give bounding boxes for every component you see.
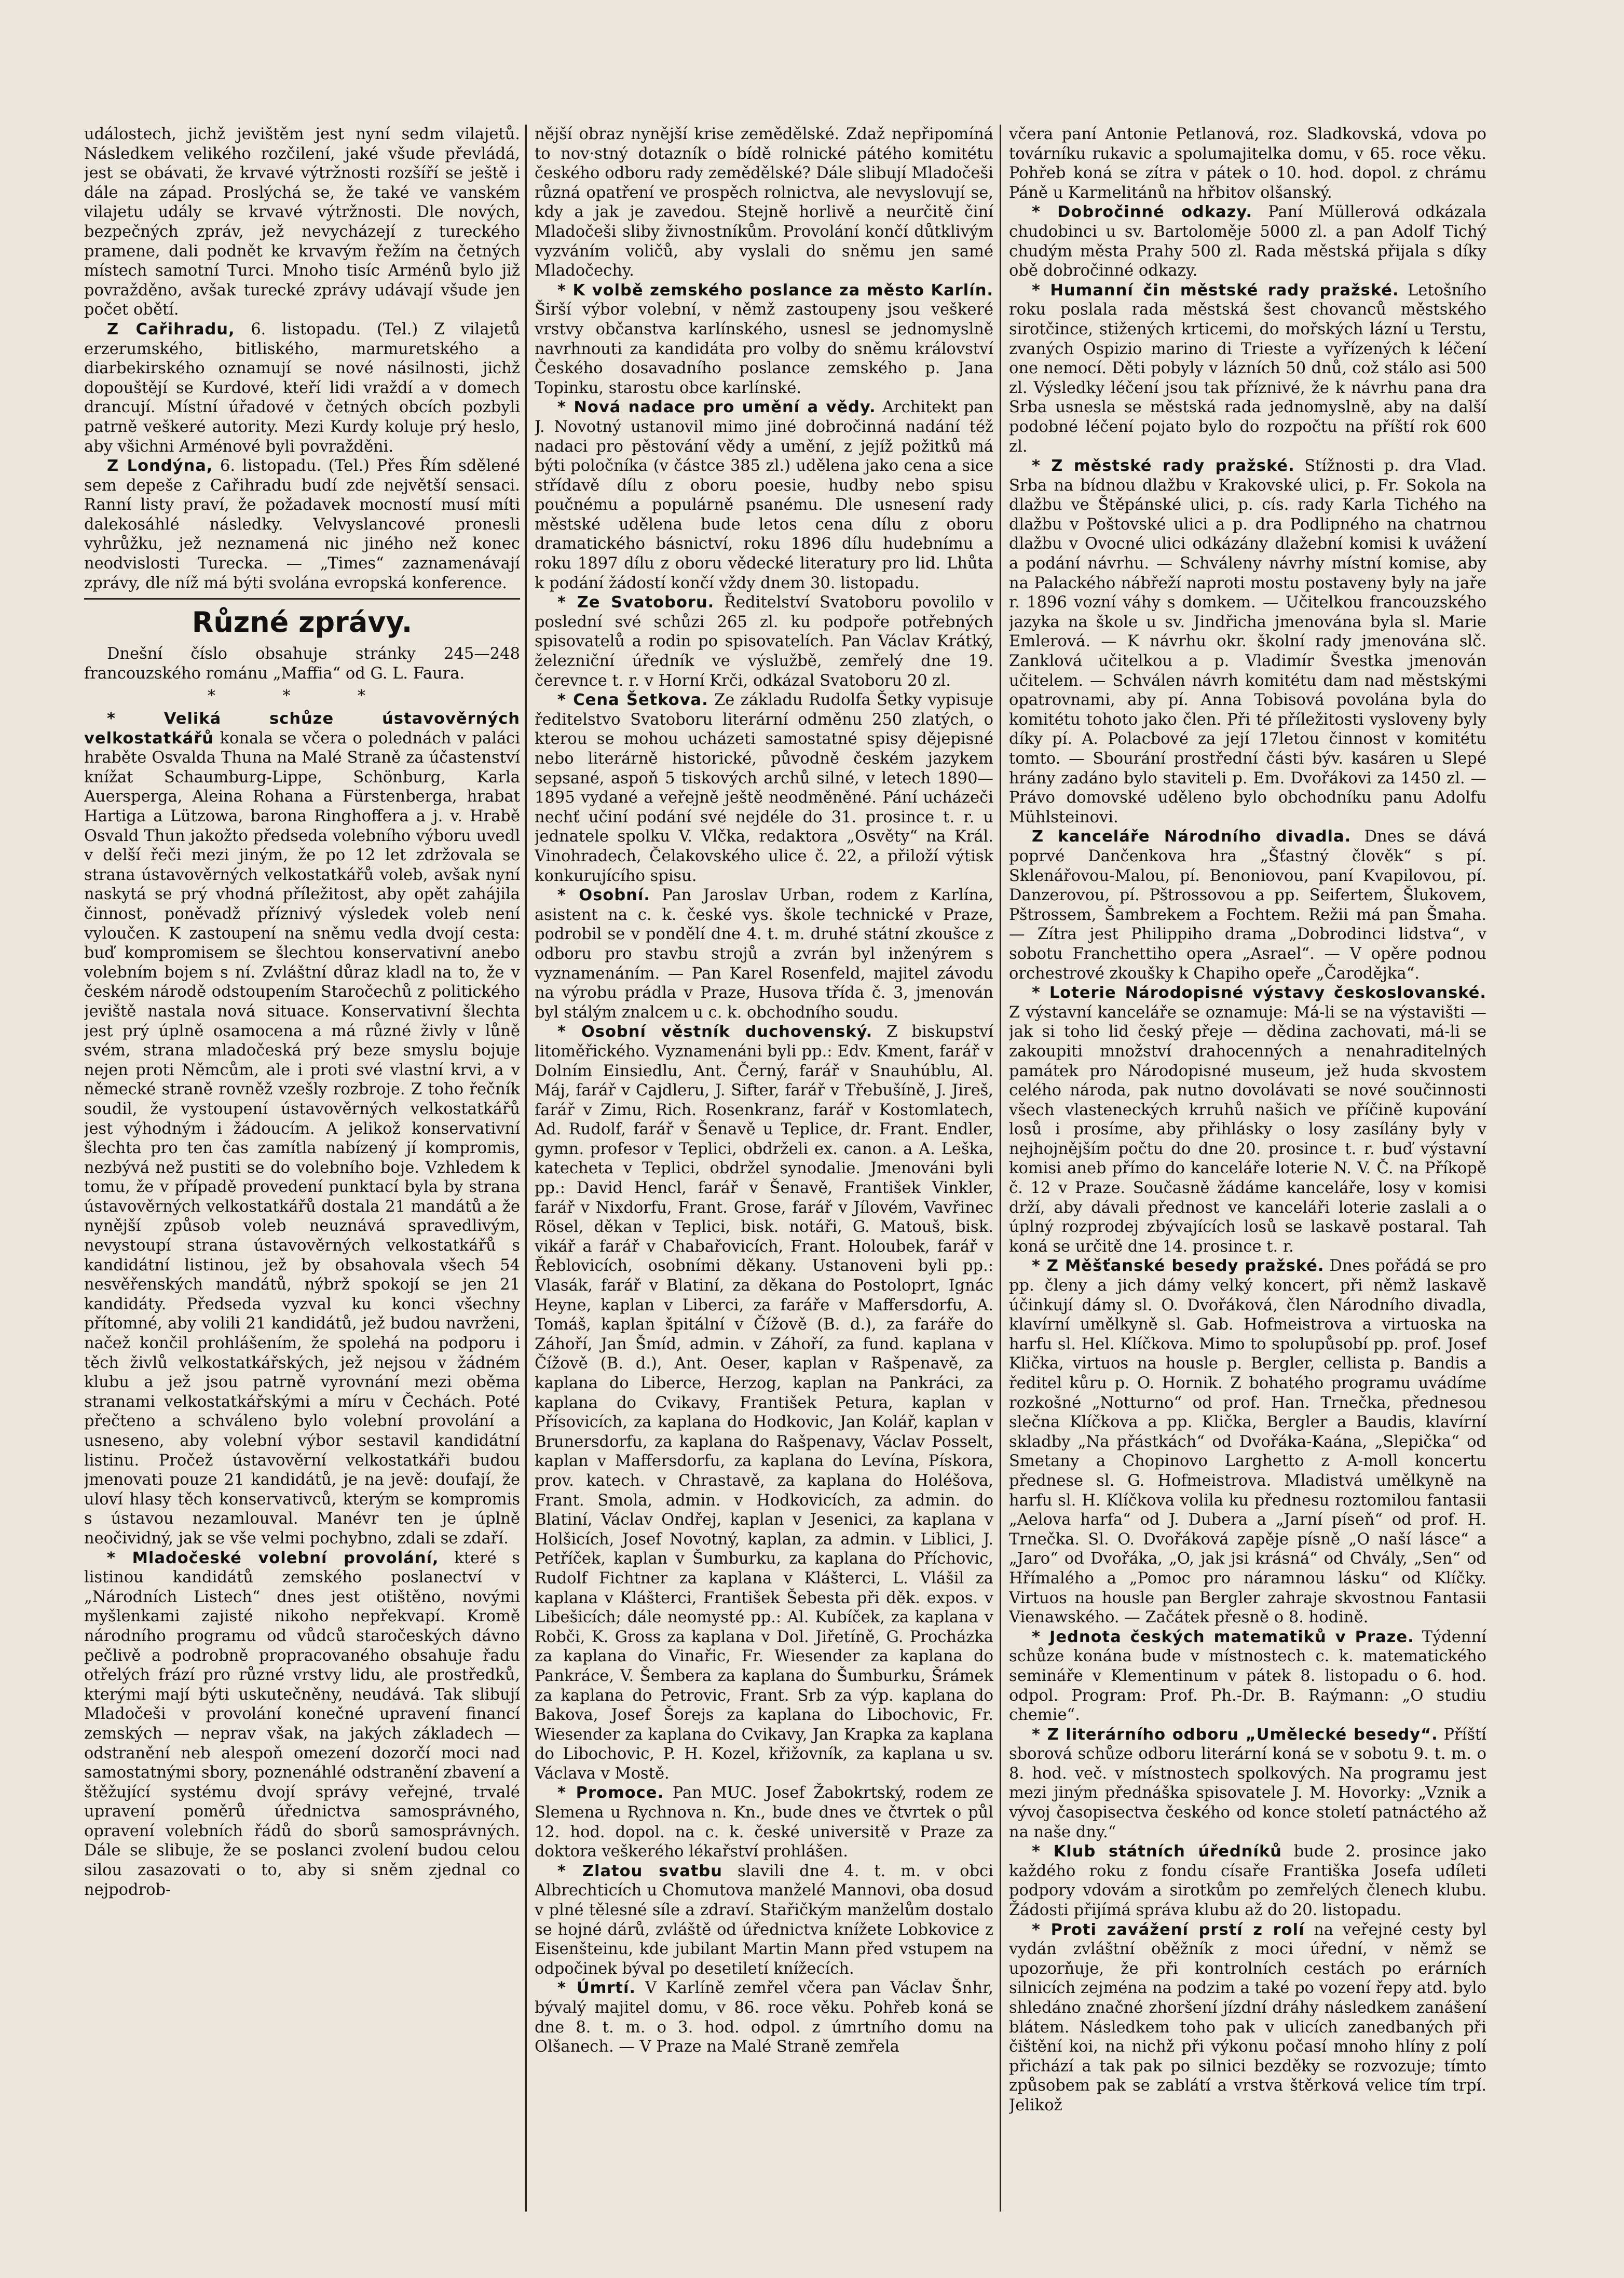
article-heading: * K volbě zemského poslance za město Karlín. (557, 281, 993, 300)
paragraph: * Promoce. Pan MUC. Josef Žabokrtský, rodem ze Slemena u Rychnova n. Kn., bude dnes ve čtvrtek o půl 12. hod. dopol. na c. k. české universitě v Praze za doktora veškerého lékařství prohlášen. (535, 1784, 993, 1861)
article-heading: * Úmrtí. (557, 1979, 636, 1998)
paragraph: včera paní Antonie Petlanová, roz. Sladkovská, vdova po továrníku rukavic a spolumajitelka domu, v 65. roce věku. Pohřeb koná se zítra v pátek o 10. hod. dopol. z chrámu Páně u Karmelitánů na hřbitov olšanský. (1009, 125, 1486, 202)
column-rule (1000, 125, 1001, 2212)
paragraph: Z Londýna, 6. listopadu. (Tel.) Přes Řím sdělené sem depeše z Cařihradu budí zde největší sensaci. Ranní listy praví, že požadavek mocností musí míti dalekosáhlé následky. Velvyslancové pronesli vyhrůžku, jež neznamená nic jiného než konec neodvislosti Turecka. — „Times“ zaznamenávají zprávy, dle níž má býti svolána evropská konference. (84, 457, 520, 592)
paragraph: * Osobní. Pan Jaroslav Urban, rodem z Karlína, asistent na c. k. české vys. škole technické v Praze, podrobil se v pondělí dne 4. t. m. druhé státní zkoušce z odboru pro stavbu strojů a zvrán byl inženýrem s vyznamenáním. — Pan Karel Rosenfeld, majitel závodu na výrobu prádla v Praze, Husova třída č. 3, jmenován byl stálým znalcem u c. k. obchodního soudu. (535, 886, 993, 1022)
section-title: Různé zprávy. (192, 606, 413, 639)
paragraph: * Z literárního odboru „Umělecké besedy“. Příští sborová schůze odboru literární koná se v sobotu 9. t. m. o 8. hod. več. v místnostech spolkových. Na programu jest mezi jiným přednáška spisovatele J. M. Hovorky: „Vznik a vývoj časopisectva českého od konce století patnáctého až na naše dny.“ (1009, 1725, 1486, 1841)
article-heading: * Proti zavážení prstí z rolí (1032, 1920, 1305, 1939)
article-heading: * Promoce. (557, 1784, 664, 1802)
paragraph: * Veliká schůze ústavověrných velkostatkářů konala se včera o polednách v paláci hraběte Osvalda Thuna na Malé Straně za účastenství knížat Schaumburg-Lippe, Schönburg, Karla Auersperga, Aleina Rohana a Fürstenberga, hrabat Hartiga a Lützowa, barona Ringhoffera a j. v. Hrabě Osvald Thun jakožto předseda volebního výboru uvedl v delší řeči mezi jiným, že po 12 let zdržovala se strana ústavověrných velkostatkářů voleb, avšak nyní naskytá se prý vhodná příležitost, aby opět zahájila činnost, poněvadž příznivý výsledek voleb není vyloučen. K zastoupení na sněmu vedla dvojí cesta: buď kompromisem se šlechtou konservativní anebo volebním bojem s ní. Zvláštní důraz kladl na to, že v českém národě odstoupením Staročechů z politického jeviště nastala nová situace. Konservativní šlechta jest prý úplně osamocena a má různé živly v lůně svém, strana mladočeská prý beze smyslu bojuje nejen proti Němcům, ale i proti své vlastní krvi, a v německé straně rovněž vzešly rozbroje. Z toho řečník soudil, že vystoupení ústavověrných velkostatkářů jest výhodným i žádoucím. A jelikož konservativní šlechta pro ten čas zamítla nabízený jí kompromis, nezbývá než pustiti se do volebního boje. Vzhledem k tomu, že v případě provedení punktací byla by strana ústavověrných velkostatkářů dostala 21 mandátů a že nynější způsob voleb neuznává spravedlivým, nevystoupí strana ústavověrných velkostatkářů s kandidátní listinou, jež by obsahovala všech 54 nesvěřenských mandátů, nýbrž spokojí se jen 21 kandidáty. Předseda vyzval ku konci všechny přítomné, aby volili 21 kandidátů, jež budou navrženi, načež končil prohlášením, že spolehá na podporu i těch živlů velkostatkářských, jež nejsou v žádném klubu a jež jsou patrně vyrovnání mezi oběma stranami velkostatkářskými a míru v Čechách. Poté přečteno a schváleno bylo volební provolání a usneseno, aby volební výbor sestavil kandidátní listinu. Pročež ústavověrní velkostatkáři budou jmenovati pouze 21 kandidátů, je na jevě: doufají, že uloví hlasy těch konservativců, kterým se kompromis s ústavou nezamlouval. Manévr ten je úplně neočividný, jak se vše velmi pochybno, zdali se zdaří. (84, 710, 520, 1548)
article-heading: * Mladočeské volební provolání, (107, 1549, 439, 1567)
paragraph: * Loterie Národopisné výstavy českoslovanské. Z výstavní kanceláře se oznamuje: Má-li se na výstavišti — jak si toho lid český přeje — dědina zachovati, má-li se zakoupiti množství drahocenných a nenahraditelných památek pro Národopisné museum, jež huda skvostem celého národa, pak nutno dovolávati se nové součinnosti všech vlasteneckých krruhů našich ve příčině kupování losů i prosíme, aby přihlásky o losy zasílány byly v nejhojnějším počtu do dne 20. prosince t. r. buď výstavní komisi aneb přímo do kanceláře loterie N. V. Č. na Příkopě č. 12 v Praze. Současně žádáme kanceláře, losy v komisi drží, aby dávali přednost ve kanceláři loterie zaslali a o úplný rozprodej zbývajících losů se laskavě postaral. Tah koná se určitě dne 14. prosince t. r. (1009, 984, 1486, 1256)
paragraph: * Z městské rady pražské. Stížnosti p. dra Vlad. Srba na bídnou dlažbu v Krakovské ulici, p. Fr. Sokola na dlažbu ve Štěpánské ulici, p. cís. rady Karla Tichého na dlažbu v Poštovské ulici a p. dra Podlipného na chatrnou dlažbu v Ovocné ulici odkázány dlažební komisi k uvážení a podání návrhu. — Schváleny návrhy místní komise, aby na Palackého nábřeží naproti mostu postaveny byly na jaře r. 1896 vozní váhy s domkem. — Učitelkou francouzského jazyka na škole u sv. Jindřicha jmenována byla sl. Marie Emlerová. — K návrhu okr. školní rady jmenována slč. Zanklová učitelkou a p. Vladimír Švestka jmenován učitelem. — Schválen návrh komitétu dam nad městskými opatrovnami, aby pí. Anna Tobisová povolána byla do komitétu tohoto jako člen. Při té příležitosti vysloveny byly díky pí. A. Polacbové za její 17letou činnost v komitétu tomto. — Sbourání prostřední části býv. kasáren u Slepé hrány zadáno bylo staviteli p. Em. Dvořákovi za 1450 zl. — Právo domovské uděleno bylo obchodníku panu Adolfu Mühlsteinovi. (1009, 457, 1486, 826)
article-heading: * Loterie Národopisné výstavy českoslovanské. (1032, 984, 1486, 1002)
article-heading: * Cena Šetkova. (557, 691, 708, 710)
section-divider (84, 598, 520, 600)
article-heading: * Z městské rady pražské. (1032, 457, 1295, 476)
paragraph: * Klub státních úředníků bude 2. prosince jako každého roku z fondu císaře Františka Josefa udíleti podpory vdovám a sirotkům po zemřelých členech klubu. Žádosti přijímá správa klubu až do 20. listopadu. (1009, 1842, 1486, 1920)
paragraph: * Nová nadace pro umění a vědy. Architekt pan J. Novotný ustanovil mimo jiné dobročinná nadání též nadaci pro pěstování vědy a umění, z jejíž požitků má býti poločníka (v částce 385 zl.) udělena jako cena a sice střídavě dílu z oboru poesie, hudby nebo spisu poučnému a populárně psanému. Dle usnesení rady městské udělena bude letos cena dílu z oboru dramatického básnictví, roku 1896 dílu hudebnímu a roku 1897 dílu z oboru vědecké literatury pro lid. Lhůta k podání žádostí končí vždy dnem 30. listopadu. (535, 398, 993, 592)
article-heading: * Humanní čin městské rady pražské. (1032, 281, 1399, 300)
paragraph: Dnešní číslo obsahuje stránky 245—248 francouzského románu „Maffia“ od G. L. Faura. (84, 645, 520, 683)
paragraph: * Z Měšťanské besedy pražské. Dnes pořádá se pro pp. členy a jich dámy velký koncert, při němž laskavě účinkují dámy sl. O. Dvořáková, člen Národního divadla, klavírní umělkyně sl. Gab. Hofmeistrova a virtuoska na harfu sl. Hel. Klíčkova. Mimo to spolupůsobí pp. prof. Josef Klička, virtuos na housle p. Bergler, cellista p. Bandis a ředitel kůru p. O. Hornik. Z bohatého programu uvádíme rozkošné „Notturno“ od prof. Han. Trnečka, přednesou slečna Klíčkova a pp. Klička, Bergler a Baudis, klavírní skladby „Na přástkách“ od Dvořáka-Kaána, „Slepička“ od Smetany a Chopinovo Larghetto z A-moll koncertu přednese sl. G. Hofmeistrova. Mladistvá umělkyně na harfu sl. H. Klíčkova volila ku přednesu roztomilou fantasii „Aelova harfa“ od J. Dubera a „Jarní píseň“ od prof. H. Trnečka. Sl. O. Dvořáková zapěje písně „O naší lásce“ a „Jaro“ od Dvořáka, „O, jak jsi krásná“ od Chvály, „Sen“ od Hřímalého a „Pomoc pro náramnou lásku“ od Klíčky. Virtuos na housle pan Bergler zahraje skvostnou Fantasii Vienawského. — Začátek přesně o 8. hodině. (1009, 1257, 1486, 1627)
column-rule (525, 125, 527, 2212)
paragraph: * Osobní věstník duchovenský. Z biskupství litoměřického. Vyznamenáni byli pp.: Edv. Kment, farář v Dolním Einsiedlu, Ant. Černý, farář v Snauhúblu, Al. Máj, farář v Cajdleru, J. Sifter, farář v Třebušíně, J. Jireš, farář v Zimu, Rich. Rosenkranz, farář v Kostomlatech, Ad. Rudolf, farář v Šenavě u Teplice, dr. Frant. Endler, gymn. profesor v Teplici, obdrželi ex. canon. a A. Leška, katecheta v Teplici, obdržel synodalie. Jmenováni byli pp.: David Hencl, farář v Šenavě, František Vinkler, farář v Nixdorfu, Frant. Grose, farář v Jílovém, Vavřinec Rösel, děkan v Teplici, bisk. notáři, G. Matouš, bisk. vikář a farář v Chabařovicích, Frant. Holoubek, farář v Řeblovicích, osobními děkany. Ustanoveni byli pp.: Vlasák, farář v Blatiní, za děkana do Postoloprt, Ignác Heyne, kaplan v Liberci, za faráře v Maffersdorfu, A. Tomáš, kaplan špitální v Čížově (B. d.), za faráře do Záhoří, Jan Šmíd, admin. v Záhoří, za fund. kaplana v Čížově (B. d.), Ant. Oeser, kaplan v Rašpenavě, za kaplana do Liberce, Herzog, kaplan na Pankráci, za kaplana do Cvikavy, František Petura, kaplan v Přísovicích, za kaplana do Hodkovic, Jan Kolář, kaplan v Brunersdorfu, za kaplana do Rašpenavy, Václav Posselt, kaplan v Maffersdorfu, za kaplana do Levína, Pískora, prov. katech. v Chrastavě, za kaplana do Holéšova, Frant. Smola, admin. v Hodkovicích, za admin. do Blatiní, Václav Ondřej, kaplan v Jesenici, za kaplana v Holšicích, Josef Novotný, kaplan, za admin. v Liblici, J. Petříček, kaplan v Šumburku, za kaplana do Příchovic, Rudolf Fichtner za kaplana v Klášterci, L. Vlášil za kaplana v Klášterci, František Šebesta při děk. expos. v Libešicích; dále neomysté pp.: Al. Kubíček, za kaplana v Robči, K. Gross za kaplana v Dol. Jiřetíně, G. Procházka za kaplana do Vinařic, Fr. Wiesender za kaplana do Pankráce, V. Šembera za kaplana do Šumburku, Šrámek za kaplana do Petrovic, Frant. Srb za výp. kaplana do Bakova, Josef Šorejs za kaplana do Libochovic, Fr. Wiesender za kaplana do Cvikavy, Jan Krapka za kaplana do Libochovic, P. H. Kozel, křižovník, za kaplana u sv. Václava v Mostě. (535, 1023, 993, 1783)
column-3 (1009, 125, 1486, 2212)
dateline: Z Cařihradu, (107, 320, 235, 338)
article-heading: * Osobní věstník duchovenský. (557, 1023, 873, 1041)
article-heading: * Zlatou svatbu (557, 1862, 722, 1880)
paragraph: Z kanceláře Národního divadla. Dnes se dává poprvé Dančenkova hra „Šťastný člověk“ s pí. Sklenářovou-Malou, pí. Benoniovou, paní Kvapilovou, pí. Danzerovou, pí. Pštrossovou a pp. Seifertem, Šlukovem, Pštrossem, Šambrekem a Fochtem. Režii má pan Šmaha. — Zítra jest Philippiho drama „Dobrodinci lidstva“, v sobotu Franchettiho opera „Asrael“. — V opěre podnou orchestrové zkoušky k Chapiho opeře „Čarodějka“. (1009, 828, 1486, 983)
column-2 (535, 125, 993, 2212)
article-heading: * Z literárního odboru „Umělecké besedy“. (1032, 1725, 1438, 1744)
paragraph: událostech, jichž jevištěm jest nyní sedm vilajetů. Následkem velikého rozčilení, jaké všude převládá, jest se obávati, že krvavé výtržnosti rozšíří se ještě i dále na západ. Proslýchá se, že také ve vanském vilajetu udály se krvavé výtržnosti. Dle nových, bezpečných zpráv, jež nevycházejí z tureckého pramene, dali podnět ke krvavým řežím na četných místech samotní Turci. Mnoho tisíc Arménů bylo již povražděno, avšak turecké zprávy udávají všude jen počet obětí. (84, 125, 520, 319)
paragraph: * Ze Svatoboru. Ředitelství Svatoboru povolilo v poslední své schůzi 265 zl. ku podpoře potřebných spisovatelů a rodin po spisovatelích. Pan Václav Krátký, železniční úředník ve výslužbě, zemřelý dne 19. čerevnce t. r. v Horní Krči, odkázal Svatoboru 20 zl. (535, 593, 993, 690)
column-1 (84, 125, 520, 2212)
article-heading: * Jednota českých matematiků v Praze. (1032, 1628, 1414, 1646)
dateline: Z Londýna, (107, 457, 213, 476)
paragraph: * Úmrtí. V Karlíně zemřel včera pan Václav Šnhr, bývalý majitel domu, v 86. roce věku. Pohřeb koná se dne 8. t. m. o 3. hod. odpol. z úmrtního domu na Olšanech. — V Praze na Malé Straně zemřela (535, 1979, 993, 2056)
paragraph: * Zlatou svatbu slavili dne 4. t. m. v obci Albrechticích u Chomutova manželé Mannovi, oba dosud v plné tělesné síle a zdraví. Stařičkým manželům dostalo se hojné dárů, zvláště od úřednictva knížete Lobkovice z Eisenšteinu, kde jubilant Martin Mann před vstupem na odpočinek býval po desetiletí knížecích. (535, 1862, 993, 1978)
paragraph: Z Cařihradu, 6. listopadu. (Tel.) Z vilajetů erzerumského, bitliského, marmuretského a diarbekirského oznamují se nové násilnosti, jichž dopouštějí se Kurdové, kteří lidi vraždí a v domech drancují. Místní úřadové v četných obcích pozbyli patrně veškeré autority. Mezi Kurdy koluje prý heslo, aby všichni Arménové byli povražděni. (84, 320, 520, 456)
paragraph: * K volbě zemského poslance za město Karlín. Širší výbor volební, v němž zastoupeny jsou veškeré vrstvy občanstva karlínského, usnesl se jednomyslně navrhnouti za kandidáta pro volby do sněmu království Českého dosavadního poslance zemského p. Jana Topinku, starostu obce karlínské. (535, 281, 993, 397)
stars-separator: * * * (207, 687, 397, 706)
paragraph: * Mladočeské volební provolání, které s listinou kandidátů zemského poslanectví v „Národních Listech“ dnes jest otištěno, novými myšlenkami zajisté nikoho nepřekvapí. Kromě národního programu od vůdců staročeských dávno pečlivě a podrobně propracovaného obsahuje řadu otřelých frází pro různé vrstvy lidu, ale prostředků, kterými mají býti uskutečněny, neudává. Tak slibují Mladočeši v provolání konečné upravení financí zemských — neprav však, na jakých základech — odstranění neb alespoň omezení dozorčí moci nad samostatnými sbory, poznenáhlé odstranění zbavení a štěžující systému dvojí správy veřejné, trvalé upravení poměrů úřednictva samosprávného, opravení volebních řádů do sborů samosprávných. Dále se slibuje, že se poslanci zvolení budou celou silou zasazovati o to, aby si sněm zjednal co nejpodrob- (84, 1549, 520, 1899)
article-heading: * Z Měšťanské besedy pražské. (1032, 1257, 1325, 1276)
article-heading: Z kanceláře Národního divadla. (1032, 828, 1352, 846)
paragraph: * Jednota českých matematiků v Praze. Týdenní schůze konána bude v místnostech c. k. matematického semináře v Klementinum v pátek 8. listopadu o 6. hod. odpol. Program: Prof. Ph.-Dr. B. Raýmann: „O studiu chemie“. (1009, 1628, 1486, 1725)
paragraph: nější obraz nynější krise zemědělské. Zdaž nepřipomíná to nov·stný dotazník o bídě rolnické pátého komitétu českého odboru rady zemědělské? Dále slibují Mladočeši různá opatření ve prospěch rolnictva, ale nevyslovují se, kdy a jak je zavedou. Stejně horlivě a neurčitě činí Mladočeši sliby živnostníkům. Provolání končí důtklivým vyzváním voličů, aby vyslali do sněmu jen samé Mladočechy. (535, 125, 993, 280)
article-heading: * Nová nadace pro umění a vědy. (557, 398, 876, 417)
article-heading: * Osobní. (557, 886, 650, 905)
article-heading: * Dobročinné odkazy. (1032, 203, 1253, 222)
paragraph: * Humanní čin městské rady pražské. Letošního roku poslala rada městská šest chovanců městského sirotčince, stižených krticemi, do mořských lázní u Terstu, zvaných Ospizio marino di Trieste a vyřízených k léčení one nemocí. Děti pobyly v lázních 50 dnů, což stálo asi 500 zl. Výsledky léčení jsou tak příznivé, že k návrhu pana dra Srba usnesla se městská rada jednomyslně, aby na další podobné léčení pojato bylo do rozpočtu na příští rok 600 zl. (1009, 281, 1486, 456)
article-heading: * Veliká schůze ústavověrných velkostatkářů (84, 710, 520, 748)
article-heading: * Klub státních úředníků (1032, 1842, 1282, 1861)
paragraph: * Proti zavážení prstí z rolí na veřejné cesty byl vydán zvláštní oběžník z moci úřední, v němž se upozorňuje, že při kontrolních cestách po erárních silnicích zejména na podzim a také po vození řepy atd. bylo shledáno značné zhoršení jízdní dráhy následkem zanášení blátem. Následkem toho pak v ulicích zanedbaných při čištění koi, na nichž při výkonu počasí mnoho hlíny z polí přichází a tak pak po silnici bezděky se rozvozuje; tímto způsobem pak se zablátí a vrstva štěrková velice tím trpí. Jelikož (1009, 1920, 1486, 2114)
article-heading: * Ze Svatoboru. (557, 593, 715, 612)
paragraph: * Dobročinné odkazy. Paní Müllerová odkázala chudobinci u sv. Bartoloměje 5000 zl. a pan Adolf Tichý chudým města Prahy 500 zl. Rada městská přijala s díky obě dobročinné odkazy. (1009, 203, 1486, 280)
paragraph: * Cena Šetkova. Ze základu Rudolfa Šetky vypisuje ředitelstvo Svatoboru literární odměnu 250 zlatých, o kterou se mohou ucházeti samostatné spisy dějepisné nebo literárně historické, původně českém jazykem sepsané, aspoň 5 tiskových archů silné, v letech 1890—1895 vydané a veřejně ještě neodměněné. Pání ucházeči nechť učiní podání své nejdéle do 31. prosince t. r. u jednatele spolku V. Vlčka, redaktora „Osvěty“ na Král. Vinohradech, Čelakovského ulice č. 22, a přiloží výtisk konkurujícího spisu. (535, 691, 993, 885)
